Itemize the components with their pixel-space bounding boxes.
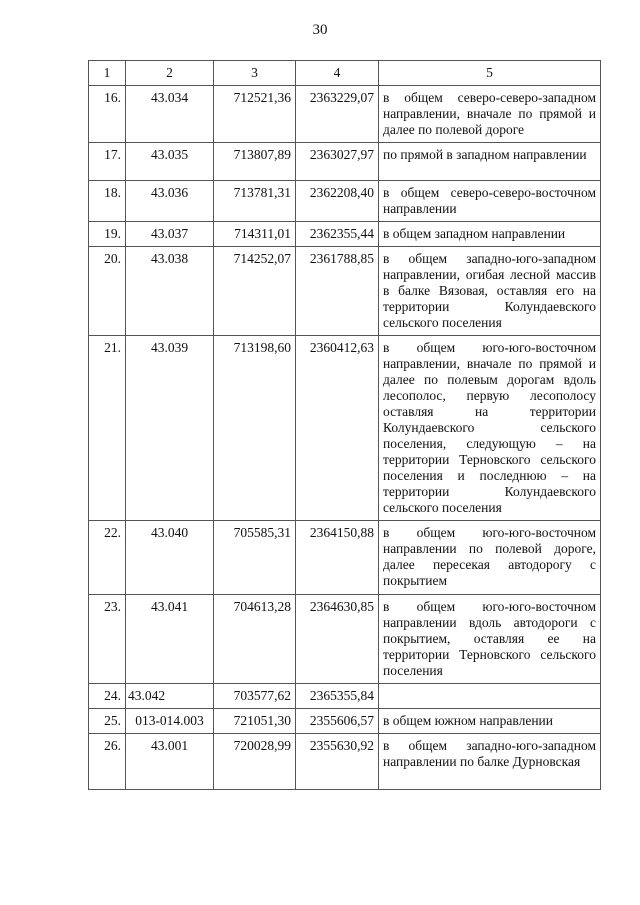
point-id: 43.036	[126, 181, 214, 222]
row-number: 19.	[89, 222, 126, 247]
point-id: 013-014.003	[126, 709, 214, 734]
point-id: 43.001	[126, 734, 214, 790]
x-coordinate: 713198,60	[214, 336, 296, 521]
x-coordinate: 712521,36	[214, 86, 296, 143]
x-coordinate: 720028,99	[214, 734, 296, 790]
x-coordinate: 705585,31	[214, 521, 296, 595]
table-row	[89, 684, 601, 709]
direction-description: в общем западном направлении	[379, 222, 601, 247]
y-coordinate: 2364630,85	[296, 595, 379, 684]
point-id: 43.034	[126, 86, 214, 143]
table-row	[89, 181, 601, 222]
y-coordinate: 2365355,84	[296, 684, 379, 709]
y-coordinate: 2363027,97	[296, 143, 379, 181]
column-header-point: 2	[126, 61, 214, 86]
row-number: 25.	[89, 709, 126, 734]
point-id: 43.040	[126, 521, 214, 595]
x-coordinate: 714252,07	[214, 247, 296, 336]
row-number: 22.	[89, 521, 126, 595]
point-id: 43.042	[126, 684, 214, 709]
y-coordinate: 2362355,44	[296, 222, 379, 247]
table-row	[89, 222, 601, 247]
table-row	[89, 521, 601, 595]
point-id: 43.039	[126, 336, 214, 521]
direction-description	[379, 684, 601, 709]
y-coordinate: 2362208,40	[296, 181, 379, 222]
row-number: 21.	[89, 336, 126, 521]
x-coordinate: 713781,31	[214, 181, 296, 222]
table-row	[89, 86, 601, 143]
x-coordinate: 713807,89	[214, 143, 296, 181]
y-coordinate: 2355630,92	[296, 734, 379, 790]
row-number: 23.	[89, 595, 126, 684]
y-coordinate: 2361788,85	[296, 247, 379, 336]
row-number: 20.	[89, 247, 126, 336]
row-number: 16.	[89, 86, 126, 143]
header-row	[89, 61, 601, 86]
direction-description: в общем северо-северо-западном направлении, вначале по прямой и далее по полевой дороге	[379, 86, 601, 143]
direction-description: по прямой в западном направлении	[379, 143, 601, 181]
boundary-points-table	[88, 60, 601, 790]
table-row	[89, 247, 601, 336]
table-row	[89, 143, 601, 181]
point-id: 43.038	[126, 247, 214, 336]
column-header-x: 3	[214, 61, 296, 86]
y-coordinate: 2355606,57	[296, 709, 379, 734]
y-coordinate: 2364150,88	[296, 521, 379, 595]
page-number: 30	[312, 22, 328, 38]
row-number: 26.	[89, 734, 126, 790]
x-coordinate: 704613,28	[214, 595, 296, 684]
row-number: 24.	[89, 684, 126, 709]
y-coordinate: 2363229,07	[296, 86, 379, 143]
direction-description: в общем юго-юго-восточном направлении по полевой дороге, далее пересекая автодорогу с покрытием	[379, 521, 601, 595]
direction-description: в общем северо-северо-восточном направлении	[379, 181, 601, 222]
column-header-y: 4	[296, 61, 379, 86]
x-coordinate: 703577,62	[214, 684, 296, 709]
direction-description: в общем юго-юго-восточном направлении, вначале по прямой и далее по полевым дорогам вдоль лесополос, первую лесополосу оставляя на территории Колундаевского сельского поселения, следующую – на территории Терновского сельского поселения и последнюю – на территории Колундаевского сельского поселения	[379, 336, 601, 521]
x-coordinate: 714311,01	[214, 222, 296, 247]
row-number: 18.	[89, 181, 126, 222]
y-coordinate: 2360412,63	[296, 336, 379, 521]
table-row	[89, 336, 601, 521]
column-header-number: 1	[89, 61, 126, 86]
table-row	[89, 734, 601, 790]
direction-description: в общем южном направлении	[379, 709, 601, 734]
row-number: 17.	[89, 143, 126, 181]
point-id: 43.041	[126, 595, 214, 684]
table-row	[89, 709, 601, 734]
point-id: 43.035	[126, 143, 214, 181]
direction-description: в общем юго-юго-восточном направлении вдоль автодороги с покрытием, оставляя ее на территории Терновского сельского поселения	[379, 595, 601, 684]
direction-description: в общем западно-юго-западном направлении, огибая лесной массив в балке Вязовая, оставляя его на территории Колундаевского сельского поселения	[379, 247, 601, 336]
direction-description: в общем западно-юго-западном направлении по балке Дурновская	[379, 734, 601, 790]
table-row	[89, 595, 601, 684]
column-header-description: 5	[379, 61, 601, 86]
point-id: 43.037	[126, 222, 214, 247]
x-coordinate: 721051,30	[214, 709, 296, 734]
